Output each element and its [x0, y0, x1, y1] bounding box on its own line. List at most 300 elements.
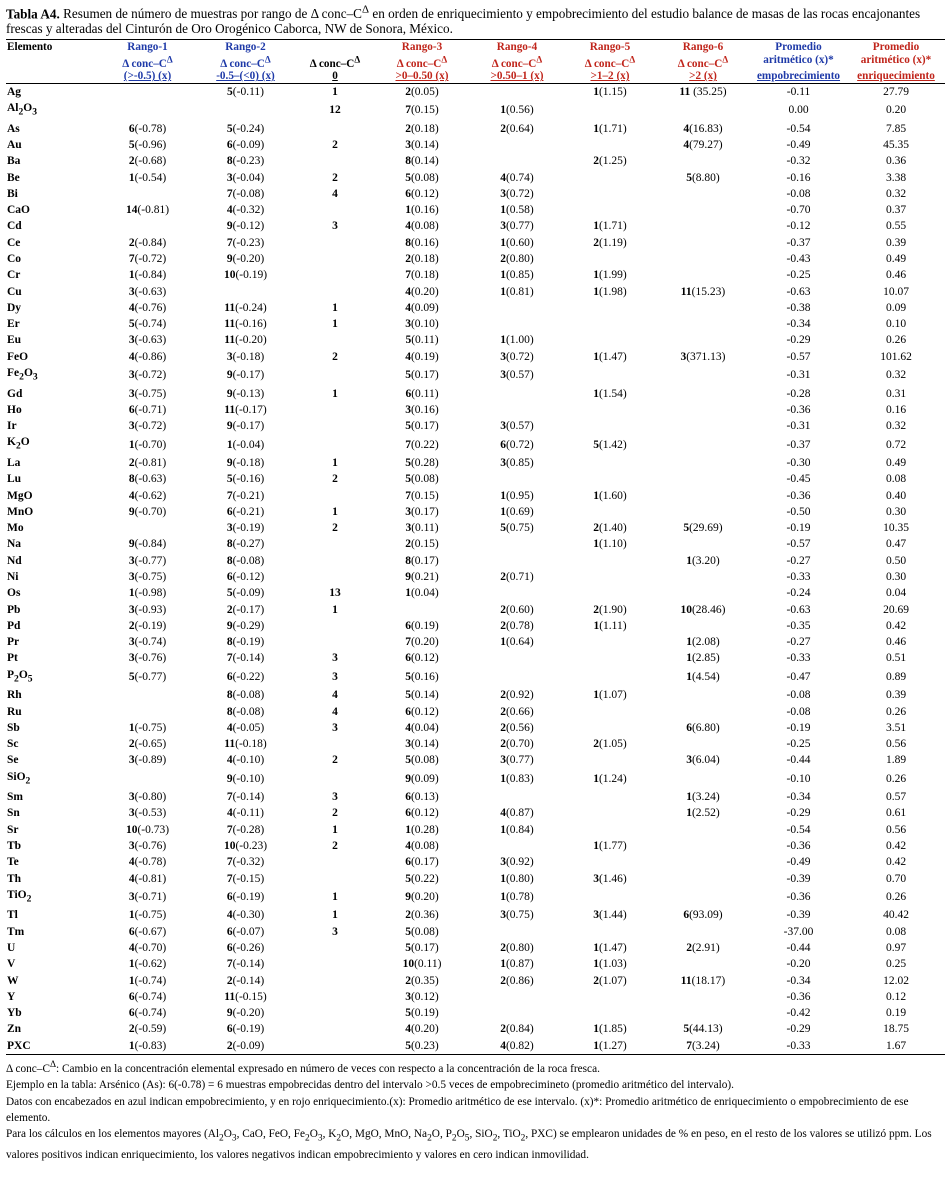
cell-promedio-enriquecimiento: 0.12 [885, 990, 907, 1003]
cell-r3: 7(0.15) [405, 104, 439, 117]
cell-r1: 2(-0.65) [128, 738, 167, 751]
cell-promedio-empobrecimiento: -0.70 [786, 204, 811, 217]
table-row [6, 418, 945, 434]
cell-r5 [564, 455, 656, 471]
cell-r5 [564, 805, 656, 821]
cell-delta-zero: 2 [332, 807, 338, 820]
cell-delta-zero: 1 [332, 85, 338, 98]
cell-r2: 8(-0.27) [226, 538, 265, 551]
cell-r6 [656, 251, 750, 267]
table-row [6, 569, 945, 585]
cell-promedio-empobrecimiento: -0.34 [786, 318, 811, 331]
table-row [6, 386, 945, 402]
cell-r4: 1(0.83) [500, 772, 534, 785]
cell-r3: 5(0.08) [405, 754, 439, 767]
table-caption-label: Tabla A4. [6, 6, 60, 22]
element-name: Sr [7, 823, 19, 836]
cell-r5 [564, 100, 656, 121]
cell-r2: 7(-0.28) [226, 823, 265, 836]
cell-r4: 1(0.85) [500, 269, 534, 282]
cell-delta-zero [296, 402, 374, 418]
cell-promedio-empobrecimiento: -0.29 [786, 1023, 811, 1036]
cell-r3: 5(0.17) [405, 942, 439, 955]
cell-r2: 11(-0.20) [224, 334, 267, 347]
table-row [6, 805, 945, 821]
element-name: U [7, 942, 16, 955]
cell-r2: 8(-0.08) [226, 705, 265, 718]
element-name: Th [7, 872, 22, 885]
element-name: Te [7, 856, 19, 869]
cell-promedio-empobrecimiento: -0.37 [786, 438, 811, 451]
cell-promedio-empobrecimiento: -0.08 [786, 187, 811, 200]
cell-r4: 2(0.86) [500, 974, 534, 987]
cell-r2: 9(-0.12) [226, 220, 265, 233]
cell-delta-zero [296, 365, 374, 386]
cell-r1: 5(-0.77) [128, 670, 167, 683]
table-row [6, 585, 945, 601]
cell-r6 [656, 887, 750, 908]
cell-r1 [100, 687, 195, 703]
cell-promedio-enriquecimiento: 12.02 [883, 974, 909, 987]
cell-r4: 1(0.95) [500, 489, 534, 502]
cell-r6 [656, 704, 750, 720]
cell-r6 [656, 365, 750, 386]
cell-r4 [470, 789, 564, 805]
cell-r2: 7(-0.14) [226, 958, 265, 971]
cell-promedio-empobrecimiento: -0.35 [786, 619, 811, 632]
table-row [6, 251, 945, 267]
cell-r2: 5(-0.11) [227, 85, 264, 98]
cell-delta-zero [296, 956, 374, 972]
cell-promedio-empobrecimiento: -0.57 [786, 538, 811, 551]
cell-promedio-empobrecimiento: -0.08 [786, 705, 811, 718]
table-row [6, 434, 945, 455]
cell-delta-zero [296, 973, 374, 989]
cell-r4 [470, 300, 564, 316]
table-row [6, 752, 945, 768]
cell-r4: 1(0.56) [500, 104, 534, 117]
cell-r1: 2(-0.84) [128, 236, 167, 249]
cell-r4: 2(0.56) [500, 721, 534, 734]
cell-r2: 2(-0.09) [226, 1039, 265, 1052]
cell-delta-zero [296, 854, 374, 870]
element-name: Pr [7, 636, 20, 649]
cell-r3: 5(0.28) [405, 456, 439, 469]
cell-r4: 3(0.72) [500, 187, 534, 200]
cell-r2: 10(-0.19) [223, 269, 268, 282]
cell-r6 [656, 956, 750, 972]
cell-delta-zero [296, 989, 374, 1005]
cell-promedio-empobrecimiento: -0.63 [786, 603, 811, 616]
cell-r5 [564, 170, 656, 186]
cell-r1: 6(-0.78) [128, 122, 167, 135]
cell-r1: 2(-0.68) [128, 155, 167, 168]
cell-r4: 1(0.64) [500, 636, 534, 649]
table-row [6, 1005, 945, 1021]
cell-r2: 11(-0.15) [224, 990, 267, 1003]
cell-r4: 2(0.70) [500, 738, 534, 751]
cell-r5 [564, 887, 656, 908]
table-row [6, 940, 945, 956]
cell-r4: 3(0.75) [500, 909, 534, 922]
cell-r6 [656, 822, 750, 838]
cell-promedio-enriquecimiento: 40.42 [883, 909, 909, 922]
cell-r4: 2(0.78) [500, 619, 534, 632]
element-name: Y [7, 990, 16, 1003]
cell-r3: 6(0.12) [405, 652, 439, 665]
cell-r3: 1(0.04) [405, 587, 439, 600]
cell-r1 [100, 769, 195, 790]
table-row [6, 667, 945, 688]
cell-promedio-empobrecimiento: -0.32 [786, 155, 811, 168]
cell-delta-zero: 1 [332, 891, 338, 904]
cell-r5 [564, 720, 656, 736]
cell-promedio-empobrecimiento: -0.54 [786, 122, 811, 135]
cell-r6 [656, 434, 750, 455]
cell-r3 [374, 602, 470, 618]
cell-delta-zero: 4 [332, 689, 338, 702]
table-notes [6, 1057, 945, 1163]
header-rango-6-range: >2 (x) [689, 70, 717, 83]
cell-r5 [564, 667, 656, 688]
cell-delta-zero [296, 634, 374, 650]
element-name: V [7, 958, 16, 971]
cell-r4: 3(0.77) [500, 754, 534, 767]
header-delta-zero: Δ conc–$C^\Delta$ [309, 54, 361, 70]
cell-r4 [470, 585, 564, 601]
table-row [6, 349, 945, 365]
cell-promedio-empobrecimiento: 0.00 [788, 104, 809, 117]
cell-r3: 5(0.16) [405, 670, 439, 683]
cell-r4: 1(0.81) [500, 285, 534, 298]
cell-promedio-enriquecimiento: 0.26 [885, 891, 907, 904]
table-row [6, 235, 945, 251]
cell-r6: 7(3.24) [686, 1039, 720, 1052]
cell-r5 [564, 650, 656, 666]
cell-r1: 3(-0.74) [128, 636, 167, 649]
cell-delta-zero [296, 267, 374, 283]
cell-r5 [564, 186, 656, 202]
cell-r6: 1(3.20) [686, 554, 720, 567]
cell-r3: 5(0.19) [405, 1007, 439, 1020]
cell-promedio-enriquecimiento: 0.10 [885, 318, 907, 331]
cell-delta-zero [296, 488, 374, 504]
table-row [6, 907, 945, 923]
cell-promedio-enriquecimiento: 0.26 [885, 334, 907, 347]
cell-r5 [564, 634, 656, 650]
table-row [6, 300, 945, 316]
cell-r1: 3(-0.77) [128, 554, 167, 567]
table-row [6, 956, 945, 972]
cell-r5: 1(1.77) [593, 840, 627, 853]
element-name: Eu [7, 334, 22, 347]
header-rango-5: Rango-5 Δ conc–$C^\Delta$ [584, 41, 636, 70]
cell-promedio-empobrecimiento: -0.19 [786, 522, 811, 535]
cell-r5 [564, 332, 656, 348]
cell-r6 [656, 687, 750, 703]
cell-promedio-empobrecimiento: -0.57 [786, 350, 811, 363]
cell-r5: 1(1.71) [593, 122, 627, 135]
cell-r2: 6(-0.26) [226, 942, 265, 955]
cell-delta-zero: 12 [329, 104, 341, 117]
cell-r3: 6(0.11) [405, 387, 439, 400]
table-row [6, 121, 945, 137]
cell-promedio-enriquecimiento: 0.42 [885, 840, 907, 853]
element-name: Mo [7, 522, 24, 535]
cell-promedio-empobrecimiento: -0.25 [786, 738, 811, 751]
header-elemento: Elemento [7, 41, 53, 54]
cell-delta-zero: 2 [332, 350, 338, 363]
element-name: Sn [7, 807, 20, 820]
cell-r3: 6(0.12) [405, 705, 439, 718]
element-name: Tm [7, 925, 25, 938]
cell-r4 [470, 838, 564, 854]
cell-r5: 2(1.90) [593, 603, 627, 616]
header-rango-2: Rango-2 Δ conc–$C^\Delta$ [220, 41, 271, 70]
cell-r3: 5(0.11) [405, 334, 439, 347]
cell-r6 [656, 769, 750, 790]
element-name: $Al_2O_3$ [7, 102, 38, 118]
element-name: CaO [7, 204, 30, 217]
cell-delta-zero [296, 284, 374, 300]
cell-promedio-empobrecimiento: -0.63 [786, 285, 811, 298]
table-row [6, 1038, 945, 1055]
element-name: Gd [7, 387, 23, 400]
cell-promedio-empobrecimiento: -0.44 [786, 754, 811, 767]
header-rango-3-range: >0–0.50 (x) [395, 70, 449, 83]
cell-r6 [656, 386, 750, 402]
cell-r6: 6(6.80) [686, 721, 720, 734]
table-header [6, 40, 945, 84]
cell-r3: 5(0.08) [405, 925, 439, 938]
table-row [6, 170, 945, 186]
cell-r3: 3(0.10) [405, 318, 439, 331]
cell-delta-zero [296, 536, 374, 552]
cell-r2: 7(-0.32) [226, 856, 265, 869]
cell-r3: 3(0.12) [405, 990, 439, 1003]
table-row [6, 720, 945, 736]
cell-promedio-enriquecimiento: 0.09 [885, 301, 907, 314]
table-body [6, 83, 945, 1054]
cell-promedio-empobrecimiento: -0.16 [786, 171, 811, 184]
cell-r4 [470, 650, 564, 666]
table-row [6, 365, 945, 386]
cell-r2 [195, 100, 296, 121]
cell-r3: 5(0.17) [405, 420, 439, 433]
cell-promedio-empobrecimiento: -0.39 [786, 872, 811, 885]
cell-r3: 4(0.08) [405, 840, 439, 853]
element-name: Nd [7, 554, 22, 567]
cell-r3: 2(0.15) [405, 538, 439, 551]
cell-promedio-enriquecimiento: 0.30 [885, 570, 907, 583]
table-row [6, 602, 945, 618]
cell-r3: 6(0.12) [405, 187, 439, 200]
cell-promedio-empobrecimiento: -0.36 [786, 403, 811, 416]
cell-r6 [656, 585, 750, 601]
cell-r5: 1(1.24) [593, 772, 627, 785]
cell-r6: 5(29.69) [683, 522, 723, 535]
cell-delta-zero: 2 [332, 171, 338, 184]
cell-r6 [656, 1005, 750, 1021]
cell-r5: 1(1.85) [593, 1023, 627, 1036]
cell-r5: 1(1.47) [593, 350, 627, 363]
cell-r3: 2(0.35) [405, 974, 439, 987]
cell-r6 [656, 871, 750, 887]
cell-delta-zero: 3 [332, 670, 338, 683]
cell-r4: 1(0.58) [500, 204, 534, 217]
cell-r2: 6(-0.21) [226, 505, 265, 518]
cell-r3: 4(0.09) [405, 301, 439, 314]
cell-delta-zero [296, 1005, 374, 1021]
cell-promedio-empobrecimiento: -0.33 [786, 652, 811, 665]
cell-delta-zero [296, 618, 374, 634]
cell-r6 [656, 736, 750, 752]
cell-r1: 1(-0.74) [128, 974, 167, 987]
table-row [6, 989, 945, 1005]
cell-r6: 1(2.85) [686, 652, 720, 665]
cell-r1: 9(-0.84) [128, 538, 167, 551]
cell-r3: 6(0.13) [405, 791, 439, 804]
cell-r3: 2(0.36) [405, 909, 439, 922]
cell-r2: 9(-0.18) [226, 456, 265, 469]
cell-r4 [470, 536, 564, 552]
note-colors: Datos con encabezados en azul indican empobrecimiento, y en rojo enriquecimiento.(x): Promedio aritmético de ese intervalo. (x)*: Promedio aritmético de enriquecimiento o empobrecimiento de ese elemento. [6, 1095, 909, 1124]
cell-r4 [470, 471, 564, 487]
cell-promedio-enriquecimiento: 10.07 [883, 285, 909, 298]
cell-r5 [564, 752, 656, 768]
cell-r3: 6(0.12) [405, 807, 439, 820]
cell-delta-zero [296, 202, 374, 218]
table-row [6, 822, 945, 838]
cell-r1: 1(-0.84) [128, 269, 167, 282]
cell-promedio-empobrecimiento: -0.29 [786, 334, 811, 347]
cell-r3: 9(0.20) [405, 891, 439, 904]
cell-r1: 1(-0.83) [128, 1039, 167, 1052]
cell-r2: 5(-0.24) [226, 122, 265, 135]
table-row [6, 687, 945, 703]
cell-r3: 7(0.20) [405, 636, 439, 649]
cell-r2: 9(-0.13) [226, 387, 265, 400]
cell-r6: 1(2.52) [686, 807, 720, 820]
table-row [6, 634, 945, 650]
cell-r3: 7(0.15) [405, 489, 439, 502]
cell-r2: 1(-0.04) [226, 438, 265, 451]
element-name: Sm [7, 791, 23, 804]
cell-promedio-enriquecimiento: 0.57 [885, 791, 907, 804]
header-promedio-enriquecimiento: Promedio aritmético (x)* [860, 41, 932, 66]
cell-r4: 6(0.72) [500, 438, 534, 451]
cell-r1: 3(-0.89) [128, 754, 167, 767]
cell-promedio-enriquecimiento: 0.26 [885, 705, 907, 718]
cell-promedio-empobrecimiento: -0.20 [786, 958, 811, 971]
cell-promedio-empobrecimiento: -0.36 [786, 990, 811, 1003]
element-name: Se [7, 754, 19, 767]
cell-r4: 2(0.60) [500, 603, 534, 616]
header-rango-4: Rango-4 Δ conc–$C^\Delta$ [491, 41, 543, 70]
element-name: Er [7, 318, 20, 331]
cell-promedio-enriquecimiento: 0.46 [885, 269, 907, 282]
cell-promedio-empobrecimiento: -0.44 [786, 942, 811, 955]
cell-r2: 6(-0.19) [226, 891, 265, 904]
element-name: Bi [7, 187, 18, 200]
cell-promedio-enriquecimiento: 0.40 [885, 489, 907, 502]
cell-r5 [564, 822, 656, 838]
table-row [6, 488, 945, 504]
cell-r3: 7(0.18) [405, 269, 439, 282]
cell-delta-zero: 1 [332, 505, 338, 518]
table-row [6, 284, 945, 300]
cell-r3: 8(0.17) [405, 554, 439, 567]
cell-delta-zero: 1 [332, 909, 338, 922]
header-rango-5-range: >1–2 (x) [590, 70, 630, 83]
cell-promedio-enriquecimiento: 3.38 [885, 171, 907, 184]
cell-r4 [470, 402, 564, 418]
cell-r1: 4(-0.81) [128, 872, 167, 885]
table-row [6, 402, 945, 418]
cell-r6 [656, 838, 750, 854]
table-row [6, 789, 945, 805]
cell-promedio-empobrecimiento: -0.36 [786, 489, 811, 502]
element-name: Cd [7, 220, 22, 233]
element-name: $P_2O_5$ [7, 668, 33, 684]
element-name: SiO$_2$ [7, 770, 31, 786]
cell-r2: 11(-0.24) [224, 301, 267, 314]
cell-r6 [656, 924, 750, 940]
cell-r1: 10(-0.73) [125, 823, 170, 836]
cell-r2 [195, 284, 296, 300]
cell-r1 [100, 100, 195, 121]
cell-promedio-empobrecimiento: -0.42 [786, 1007, 811, 1020]
cell-r2: 9(-0.20) [226, 1007, 265, 1020]
cell-r3: 5(0.22) [405, 872, 439, 885]
cell-r6: 1(2.08) [686, 636, 720, 649]
cell-promedio-empobrecimiento: -0.33 [786, 1039, 811, 1052]
cell-r3: 4(0.20) [405, 285, 439, 298]
cell-r2: 9(-0.17) [226, 369, 265, 382]
cell-r2: 9(-0.29) [226, 619, 265, 632]
cell-r6: 4(16.83) [683, 122, 723, 135]
cell-r2: 6(-0.19) [226, 1023, 265, 1036]
cell-r6: 11(15.23) [680, 285, 726, 298]
cell-r4: 5(0.75) [500, 522, 534, 535]
cell-r2: 4(-0.30) [226, 909, 265, 922]
cell-promedio-empobrecimiento: -0.38 [786, 301, 811, 314]
cell-r1: 4(-0.86) [128, 350, 167, 363]
cell-r1: 1(-0.54) [128, 171, 167, 184]
element-name: Tb [7, 840, 22, 853]
cell-r5: 2(1.40) [593, 522, 627, 535]
cell-delta-zero: 13 [329, 587, 341, 600]
header-promedio-empobrecimiento: Promedio aritmético (x)* [763, 41, 834, 66]
element-name: Sc [7, 738, 19, 751]
cell-r5: 1(1.98) [593, 285, 627, 298]
cell-promedio-enriquecimiento: 0.46 [885, 636, 907, 649]
cell-r4 [470, 137, 564, 153]
table-row [6, 704, 945, 720]
cell-promedio-enriquecimiento: 0.08 [885, 925, 907, 938]
cell-r4 [470, 989, 564, 1005]
element-name: Cu [7, 285, 22, 298]
cell-r4: 3(0.57) [500, 420, 534, 433]
cell-promedio-enriquecimiento: 0.39 [885, 236, 907, 249]
table-row [6, 100, 945, 121]
cell-r4: 3(0.85) [500, 456, 534, 469]
element-name: $K_2O$ [7, 436, 30, 452]
cell-r5: 1(1.54) [593, 387, 627, 400]
cell-promedio-enriquecimiento: 3.51 [885, 721, 907, 734]
cell-r4 [470, 386, 564, 402]
cell-promedio-enriquecimiento: 0.36 [885, 155, 907, 168]
